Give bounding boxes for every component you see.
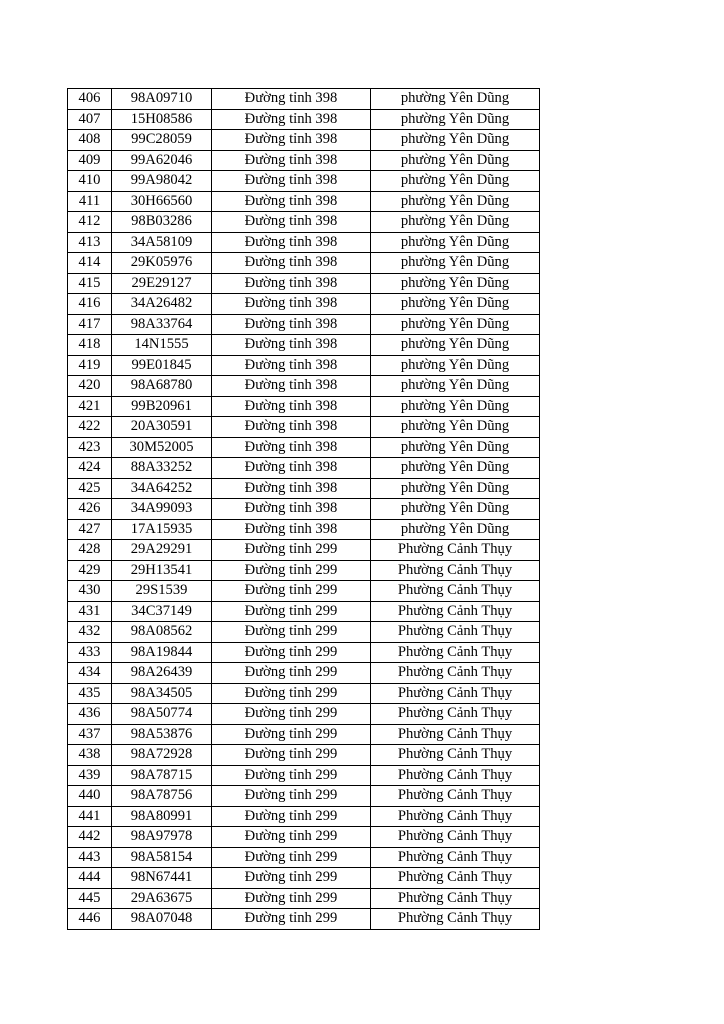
license-plate-cell: 98A58154 — [112, 847, 212, 868]
license-plate-cell: 99C28059 — [112, 130, 212, 151]
license-plate-cell: 14N1555 — [112, 335, 212, 356]
row-number-cell: 445 — [68, 888, 112, 909]
license-plate-cell: 98A53876 — [112, 724, 212, 745]
license-plate-cell: 34A99093 — [112, 499, 212, 520]
row-number-cell: 431 — [68, 601, 112, 622]
license-plate-cell: 34A58109 — [112, 232, 212, 253]
road-cell: Đường tỉnh 299 — [212, 601, 371, 622]
ward-cell: Phường Cảnh Thụy — [371, 868, 540, 889]
ward-cell: Phường Cảnh Thụy — [371, 704, 540, 725]
ward-cell: Phường Cảnh Thụy — [371, 806, 540, 827]
row-number-cell: 429 — [68, 560, 112, 581]
table-row — [68, 540, 540, 561]
table-row — [68, 827, 540, 848]
table-row — [68, 314, 540, 335]
table-row — [68, 868, 540, 889]
road-cell: Đường tỉnh 398 — [212, 273, 371, 294]
license-plate-cell: 30M52005 — [112, 437, 212, 458]
road-cell: Đường tỉnh 398 — [212, 253, 371, 274]
road-cell: Đường tỉnh 299 — [212, 704, 371, 725]
table-row — [68, 253, 540, 274]
row-number-cell: 427 — [68, 519, 112, 540]
road-cell: Đường tỉnh 398 — [212, 355, 371, 376]
row-number-cell: 440 — [68, 786, 112, 807]
license-plate-cell: 98A26439 — [112, 663, 212, 684]
row-number-cell: 422 — [68, 417, 112, 438]
road-cell: Đường tỉnh 398 — [212, 150, 371, 171]
license-plate-cell: 98A80991 — [112, 806, 212, 827]
license-plate-cell: 99A98042 — [112, 171, 212, 192]
license-plate-cell: 98A07048 — [112, 909, 212, 930]
ward-cell: Phường Cảnh Thụy — [371, 540, 540, 561]
row-number-cell: 425 — [68, 478, 112, 499]
table-row — [68, 417, 540, 438]
road-cell: Đường tỉnh 398 — [212, 458, 371, 479]
road-cell: Đường tỉnh 299 — [212, 827, 371, 848]
row-number-cell: 444 — [68, 868, 112, 889]
row-number-cell: 424 — [68, 458, 112, 479]
road-cell: Đường tỉnh 398 — [212, 478, 371, 499]
row-number-cell: 436 — [68, 704, 112, 725]
ward-cell: Phường Cảnh Thụy — [371, 601, 540, 622]
license-plate-cell: 34C37149 — [112, 601, 212, 622]
ward-cell: phường Yên Dũng — [371, 191, 540, 212]
ward-cell: Phường Cảnh Thụy — [371, 642, 540, 663]
license-plate-cell: 98A97978 — [112, 827, 212, 848]
road-cell: Đường tỉnh 398 — [212, 294, 371, 315]
row-number-cell: 414 — [68, 253, 112, 274]
ward-cell: Phường Cảnh Thụy — [371, 827, 540, 848]
ward-cell: phường Yên Dũng — [371, 273, 540, 294]
road-cell: Đường tỉnh 299 — [212, 560, 371, 581]
road-cell: Đường tỉnh 398 — [212, 130, 371, 151]
table-row — [68, 109, 540, 130]
table-row — [68, 601, 540, 622]
table-row — [68, 478, 540, 499]
row-number-cell: 423 — [68, 437, 112, 458]
license-plate-cell: 29S1539 — [112, 581, 212, 602]
row-number-cell: 430 — [68, 581, 112, 602]
license-plate-cell: 29K05976 — [112, 253, 212, 274]
row-number-cell: 418 — [68, 335, 112, 356]
road-cell: Đường tỉnh 398 — [212, 335, 371, 356]
table-row — [68, 212, 540, 233]
ward-cell: Phường Cảnh Thụy — [371, 560, 540, 581]
table-row — [68, 335, 540, 356]
table-row — [68, 909, 540, 930]
row-number-cell: 426 — [68, 499, 112, 520]
license-plate-cell: 98A68780 — [112, 376, 212, 397]
license-plate-cell: 99E01845 — [112, 355, 212, 376]
road-cell: Đường tỉnh 398 — [212, 232, 371, 253]
ward-cell: Phường Cảnh Thụy — [371, 765, 540, 786]
license-plate-cell: 98N67441 — [112, 868, 212, 889]
license-plate-cell: 34A26482 — [112, 294, 212, 315]
ward-cell: phường Yên Dũng — [371, 89, 540, 110]
license-plate-cell: 30H66560 — [112, 191, 212, 212]
road-cell: Đường tỉnh 398 — [212, 109, 371, 130]
row-number-cell: 420 — [68, 376, 112, 397]
ward-cell: phường Yên Dũng — [371, 130, 540, 151]
road-cell: Đường tỉnh 398 — [212, 376, 371, 397]
ward-cell: phường Yên Dũng — [371, 253, 540, 274]
table-row — [68, 581, 540, 602]
ward-cell: phường Yên Dũng — [371, 232, 540, 253]
license-plate-cell: 98A50774 — [112, 704, 212, 725]
table-row — [68, 765, 540, 786]
table-row — [68, 704, 540, 725]
row-number-cell: 412 — [68, 212, 112, 233]
table-row — [68, 232, 540, 253]
license-plate-cell: 20A30591 — [112, 417, 212, 438]
ward-cell: phường Yên Dũng — [371, 109, 540, 130]
road-cell: Đường tỉnh 398 — [212, 314, 371, 335]
ward-cell: phường Yên Dũng — [371, 376, 540, 397]
road-cell: Đường tỉnh 299 — [212, 683, 371, 704]
road-cell: Đường tỉnh 398 — [212, 417, 371, 438]
table-row — [68, 499, 540, 520]
ward-cell: Phường Cảnh Thụy — [371, 724, 540, 745]
road-cell: Đường tỉnh 398 — [212, 437, 371, 458]
road-cell: Đường tỉnh 299 — [212, 540, 371, 561]
table-row — [68, 355, 540, 376]
table-row — [68, 663, 540, 684]
row-number-cell: 410 — [68, 171, 112, 192]
road-cell: Đường tỉnh 299 — [212, 909, 371, 930]
table-row — [68, 888, 540, 909]
ward-cell: phường Yên Dũng — [371, 150, 540, 171]
table-row — [68, 683, 540, 704]
ward-cell: phường Yên Dũng — [371, 314, 540, 335]
license-plate-cell: 99A62046 — [112, 150, 212, 171]
ward-cell: phường Yên Dũng — [371, 437, 540, 458]
row-number-cell: 433 — [68, 642, 112, 663]
road-cell: Đường tỉnh 299 — [212, 868, 371, 889]
ward-cell: phường Yên Dũng — [371, 212, 540, 233]
license-plate-cell: 98B03286 — [112, 212, 212, 233]
ward-cell: Phường Cảnh Thụy — [371, 786, 540, 807]
road-cell: Đường tỉnh 299 — [212, 724, 371, 745]
ward-cell: Phường Cảnh Thụy — [371, 581, 540, 602]
row-number-cell: 408 — [68, 130, 112, 151]
license-plate-cell: 29H13541 — [112, 560, 212, 581]
ward-cell: phường Yên Dũng — [371, 458, 540, 479]
ward-cell: phường Yên Dũng — [371, 294, 540, 315]
row-number-cell: 439 — [68, 765, 112, 786]
road-cell: Đường tỉnh 398 — [212, 519, 371, 540]
table-row — [68, 273, 540, 294]
license-plate-cell: 17A15935 — [112, 519, 212, 540]
ward-cell: Phường Cảnh Thụy — [371, 847, 540, 868]
table-row — [68, 786, 540, 807]
row-number-cell: 438 — [68, 745, 112, 766]
table-row — [68, 89, 540, 110]
row-number-cell: 406 — [68, 89, 112, 110]
road-cell: Đường tỉnh 299 — [212, 642, 371, 663]
table-row — [68, 560, 540, 581]
ward-cell: phường Yên Dũng — [371, 499, 540, 520]
table-row — [68, 806, 540, 827]
road-cell: Đường tỉnh 299 — [212, 581, 371, 602]
license-plate-cell: 98A19844 — [112, 642, 212, 663]
table-row — [68, 191, 540, 212]
road-cell: Đường tỉnh 299 — [212, 622, 371, 643]
row-number-cell: 416 — [68, 294, 112, 315]
row-number-cell: 407 — [68, 109, 112, 130]
license-plate-cell: 99B20961 — [112, 396, 212, 417]
row-number-cell: 434 — [68, 663, 112, 684]
ward-cell: Phường Cảnh Thụy — [371, 745, 540, 766]
road-cell: Đường tỉnh 398 — [212, 191, 371, 212]
table-row — [68, 150, 540, 171]
table-row — [68, 171, 540, 192]
row-number-cell: 442 — [68, 827, 112, 848]
row-number-cell: 428 — [68, 540, 112, 561]
table-row — [68, 437, 540, 458]
road-cell: Đường tỉnh 398 — [212, 499, 371, 520]
road-cell: Đường tỉnh 398 — [212, 212, 371, 233]
ward-cell: phường Yên Dũng — [371, 171, 540, 192]
license-plate-cell: 29A29291 — [112, 540, 212, 561]
license-plate-cell: 15H08586 — [112, 109, 212, 130]
table-row — [68, 396, 540, 417]
table-body — [68, 89, 540, 930]
row-number-cell: 419 — [68, 355, 112, 376]
ward-cell: phường Yên Dũng — [371, 355, 540, 376]
table-row — [68, 376, 540, 397]
row-number-cell: 421 — [68, 396, 112, 417]
license-plate-cell: 98A09710 — [112, 89, 212, 110]
ward-cell: Phường Cảnh Thụy — [371, 909, 540, 930]
ward-cell: phường Yên Dũng — [371, 417, 540, 438]
row-number-cell: 409 — [68, 150, 112, 171]
road-cell: Đường tỉnh 398 — [212, 396, 371, 417]
ward-cell: phường Yên Dũng — [371, 478, 540, 499]
license-plate-cell: 29A63675 — [112, 888, 212, 909]
row-number-cell: 446 — [68, 909, 112, 930]
road-cell: Đường tỉnh 398 — [212, 89, 371, 110]
row-number-cell: 432 — [68, 622, 112, 643]
ward-cell: Phường Cảnh Thụy — [371, 622, 540, 643]
road-cell: Đường tỉnh 299 — [212, 745, 371, 766]
table-row — [68, 130, 540, 151]
license-plate-cell: 98A78715 — [112, 765, 212, 786]
row-number-cell: 417 — [68, 314, 112, 335]
ward-cell: Phường Cảnh Thụy — [371, 683, 540, 704]
ward-cell: Phường Cảnh Thụy — [371, 663, 540, 684]
ward-cell: phường Yên Dũng — [371, 519, 540, 540]
table-row — [68, 745, 540, 766]
license-plate-cell: 98A78756 — [112, 786, 212, 807]
row-number-cell: 435 — [68, 683, 112, 704]
road-cell: Đường tỉnh 299 — [212, 786, 371, 807]
license-plate-cell: 98A33764 — [112, 314, 212, 335]
table-row — [68, 458, 540, 479]
road-cell: Đường tỉnh 299 — [212, 806, 371, 827]
license-plate-cell: 98A72928 — [112, 745, 212, 766]
row-number-cell: 413 — [68, 232, 112, 253]
road-cell: Đường tỉnh 299 — [212, 765, 371, 786]
road-cell: Đường tỉnh 299 — [212, 663, 371, 684]
ward-cell: phường Yên Dũng — [371, 335, 540, 356]
road-cell: Đường tỉnh 299 — [212, 888, 371, 909]
table-row — [68, 642, 540, 663]
row-number-cell: 411 — [68, 191, 112, 212]
ward-cell: phường Yên Dũng — [371, 396, 540, 417]
license-plate-cell: 34A64252 — [112, 478, 212, 499]
table-row — [68, 294, 540, 315]
row-number-cell: 415 — [68, 273, 112, 294]
road-cell: Đường tỉnh 398 — [212, 171, 371, 192]
row-number-cell: 437 — [68, 724, 112, 745]
table-row — [68, 519, 540, 540]
table-row — [68, 724, 540, 745]
road-cell: Đường tỉnh 299 — [212, 847, 371, 868]
table-row — [68, 622, 540, 643]
row-number-cell: 443 — [68, 847, 112, 868]
violations-table — [67, 88, 540, 930]
row-number-cell: 441 — [68, 806, 112, 827]
license-plate-cell: 88A33252 — [112, 458, 212, 479]
table-row — [68, 847, 540, 868]
ward-cell: Phường Cảnh Thụy — [371, 888, 540, 909]
license-plate-cell: 29E29127 — [112, 273, 212, 294]
license-plate-cell: 98A34505 — [112, 683, 212, 704]
license-plate-cell: 98A08562 — [112, 622, 212, 643]
